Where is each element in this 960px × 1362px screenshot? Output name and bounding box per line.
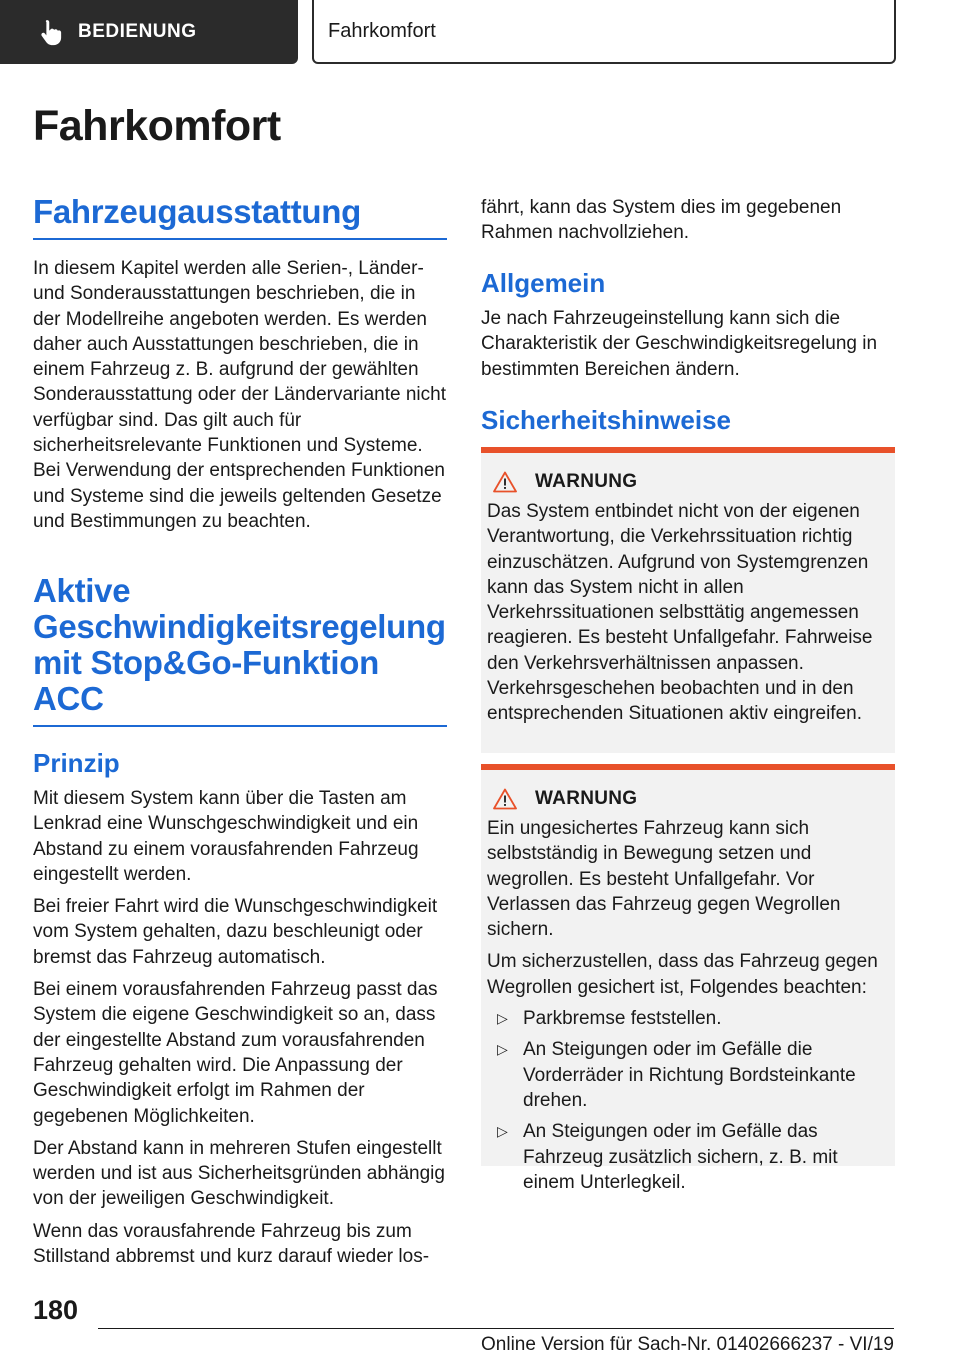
warning-text: Das System entbindet nicht von der eigenen Verantwortung, die Verkehrssituation richtig einzuschätzen. Aufgrund von Systemgrenzen kann das System nicht in allen Verkehrssituationen selbsttätig angemessen reagieren. Es besteht Unfallgefahr. Fahrweise den Verkehrsverhältnissen anpassen. Verkehrsgeschehen beobachten und in den entsprechenden Situationen aktiv eingreifen. bbox=[487, 501, 873, 725]
paragraph-prinzip-3: Bei einem vorausfahrenden Fahrzeug passt das System die eigene Geschwindigkeit so an, dass der eingestellte Abstand zum vorausfahrenden Fahrzeug gehalten wird. Die Anpassung der Geschwindigkeit erfolgt im Rahmen der gegebenen Möglichkeiten. bbox=[33, 979, 438, 1127]
warning-label: WARNUNG bbox=[535, 788, 638, 809]
paragraph-fahrzeugausstattung: In diesem Kapitel werden alle Serien-, Länder- und Sonderausstattungen beschrieben, die in der Modellreihe angeboten werden. Es werden daher auch Ausstattungen beschrieben, die in einem Fahrzeug z. B. aufgrund der gewählten Sonderausstattung oder der Ländervariante nicht verfügbar sind. Das gilt auch für sicherheitsrelevante Funktionen und Systeme. Bei Verwendung der entsprechenden Funktionen und Systeme sind die jeweils geltenden Gesetze und Bestimmungen zu beachten. bbox=[33, 258, 446, 532]
warning-box-1 bbox=[481, 447, 895, 753]
footer-text: Online Version für Sach-Nr. 01402666237 - VI/19 bbox=[481, 1334, 894, 1355]
heading-prinzip: Prinzip bbox=[33, 748, 120, 778]
page-title: Fahrkomfort bbox=[33, 102, 281, 150]
triangle-bullet-icon: ▷ bbox=[497, 1123, 508, 1140]
list-item-text: An Steigungen oder im Gefälle das Fahrzeug zusätzlich sichern, z. B. mit einem Unterlegkeil. bbox=[523, 1121, 838, 1193]
page-number: 180 bbox=[33, 1295, 79, 1325]
warning-triangle-icon bbox=[493, 471, 517, 493]
list-item-text: An Steigungen oder im Gefälle die Vorderräder in Richtung Bordsteinkante drehen. bbox=[523, 1039, 856, 1111]
list-item bbox=[487, 1119, 889, 1195]
warning-triangle-icon bbox=[493, 788, 517, 810]
warning-list bbox=[487, 1006, 889, 1195]
paragraph-allgemein: Je nach Fahrzeugeinstellung kann sich die Charakteristik der Geschwindigkeitsregelung in bestimmten Bereichen ändern. bbox=[481, 308, 878, 380]
paragraph-prinzip-5: Wenn das vorausfahrende Fahrzeug bis zum Stillstand abbremst und kurz darauf wieder los- bbox=[33, 1220, 430, 1268]
warning-box-2 bbox=[481, 764, 895, 1193]
paragraph-continued: fährt, kann das System dies im gegebenen Rahmen nachvollziehen. bbox=[481, 197, 842, 244]
warning-header bbox=[487, 471, 889, 493]
heading-allgemein: Allgemein bbox=[481, 268, 606, 298]
warning-header bbox=[487, 788, 889, 810]
footer-divider bbox=[98, 1328, 894, 1329]
heading-fahrzeugausstattung: Fahrzeugausstattung bbox=[33, 194, 447, 240]
warning-text: Ein ungesichertes Fahrzeug kann sich selbstständig in Bewegung setzen und wegrollen. Es besteht Unfallgefahr. Vor Verlassen das Fahrzeug gegen Wegrollen sichern. bbox=[487, 818, 841, 941]
list-item bbox=[487, 1037, 889, 1113]
paragraph-prinzip-2: Bei freier Fahrt wird die Wunschgeschwindigkeit vom System gehalten, dazu beschleunigt oder bremst das Fahrzeug automatisch. bbox=[33, 896, 438, 968]
paragraph-prinzip-4: Der Abstand kann in mehreren Stufen eingestellt werden und ist aus Sicherheitsgründen abhängig von der jeweiligen Geschwindigkeit. bbox=[33, 1137, 445, 1210]
list-item bbox=[487, 1006, 889, 1031]
list-item-text: Parkbremse feststellen. bbox=[523, 1008, 722, 1030]
warning-text-2: Um sicherzustellen, dass das Fahrzeug gegen Wegrollen gesichert ist, Folgendes beachten: bbox=[487, 951, 878, 998]
warning-label: WARNUNG bbox=[535, 471, 638, 492]
chapter-label: Fahrkomfort bbox=[328, 19, 436, 42]
triangle-bullet-icon: ▷ bbox=[497, 1010, 508, 1027]
chapter-tab bbox=[312, 0, 896, 64]
paragraph-prinzip-1: Mit diesem System kann über die Tasten am Lenkrad eine Wunschgeschwindigkeit und ein Abstand zu einem vorausfahrenden Fahrzeug eingestellt werden. bbox=[33, 788, 419, 885]
heading-acc: Aktive Geschwindigkeitsregelung mit Stop&Go-Funktion ACC bbox=[33, 573, 447, 727]
triangle-bullet-icon: ▷ bbox=[497, 1041, 508, 1058]
hand-pointer-icon bbox=[36, 17, 66, 47]
section-label: BEDIENUNG bbox=[78, 21, 197, 42]
prinzip-body bbox=[33, 786, 447, 1269]
section-tab bbox=[0, 0, 298, 64]
heading-sicherheitshinweise: Sicherheitshinweise bbox=[481, 405, 731, 435]
